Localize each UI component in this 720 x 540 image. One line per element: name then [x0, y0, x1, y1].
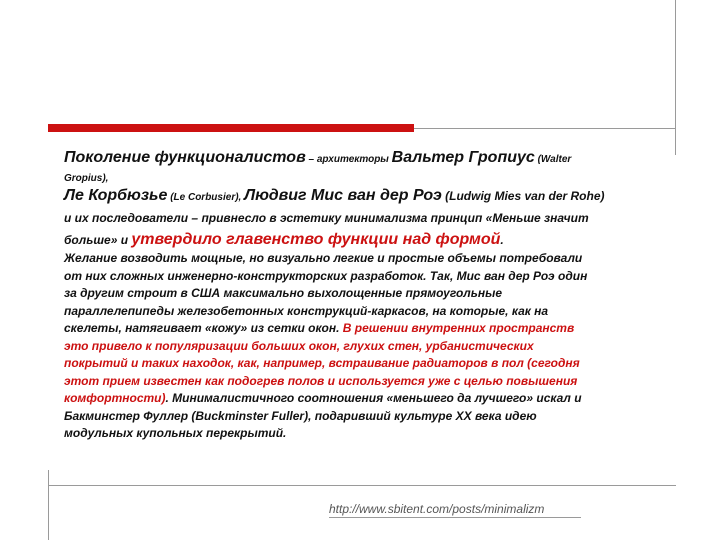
intro-mies: Людвиг Мис ван дер Роэ: [244, 187, 442, 204]
body-red-line: покрытий и таких находок, как, например, встраивание радиаторов в пол (сегодня: [64, 356, 580, 370]
intro-gropius: Вальтер Гропиус: [391, 149, 535, 166]
body-less-better-text: . Минималистичного соотношения «меньшего да лучшего» искал и: [165, 391, 582, 405]
body-comfort-highlight: комфортности): [64, 391, 166, 405]
vertical-rule-top: [675, 0, 676, 155]
body-line: параллелепипеды железобетонных конструкций-каркасов, на которые, как на: [64, 303, 549, 318]
title-rule: [414, 128, 676, 129]
body-line: [64, 320, 676, 338]
intro-mies-latin: (Ludwig Mies van der Rohe): [441, 189, 605, 203]
body-line: Бакминстер Фуллер (Buckminster Fuller), подаривший культуре XX века идею: [64, 408, 537, 423]
body-line: модульных купольных перекрытий.: [64, 426, 287, 440]
intro-architects: – архитекторы: [305, 154, 392, 165]
title-accent-bar: [48, 124, 414, 132]
source-link-underline: [329, 517, 581, 518]
intro-less-is-more: больше» и: [64, 233, 132, 247]
body-skeleton-text: скелеты, натягивает «кожу» из сетки окон.: [64, 321, 343, 335]
intro-corbusier-latin: (Le Corbusier),: [167, 192, 245, 203]
intro-line-3: [64, 184, 676, 208]
body-line: от них сложных инженерно-конструкторских разработок. Так, Мис ван дер Роэ один: [64, 268, 588, 283]
intro-line-5: [64, 228, 676, 252]
body-line: [64, 390, 676, 408]
intro-gropius-latin: Gropius),: [64, 173, 109, 184]
vertical-rule-bottom: [48, 470, 49, 540]
source-link[interactable]: http://www.sbitent.com/posts/minimalizm: [329, 502, 545, 516]
intro-period: .: [500, 233, 504, 247]
body-line: Желание возводить мощные, но визуально легкие и простые объемы потребовали: [64, 251, 583, 265]
body-line: за другим строит в США максимально выхолощенные прямоугольные: [64, 286, 503, 300]
paragraph-body: [64, 250, 676, 443]
intro-line-4: и их последователи – привнесло в эстетику минимализма принцип «Меньше значит: [64, 211, 589, 225]
intro-generation: Поколение функционалистов: [64, 149, 306, 166]
intro-line-2: [64, 170, 676, 184]
intro-corbusier: Ле Корбюзье: [64, 187, 168, 204]
body-red-line: этот прием известен как подогрев полов и используется уже с целью повышения: [64, 373, 578, 388]
body-interior-highlight: В решении внутренних пространств: [342, 321, 575, 335]
intro-walter: (Walter: [534, 154, 572, 165]
body-red-line: это привело к популяризации больших окон, глухих стен, урбанистических: [64, 338, 534, 353]
intro-line-1: [64, 146, 676, 170]
intro-function-over-form: утвердило главенство функции над формой: [131, 231, 501, 248]
footer-rule: [48, 485, 676, 486]
paragraph-intro: [64, 146, 676, 252]
